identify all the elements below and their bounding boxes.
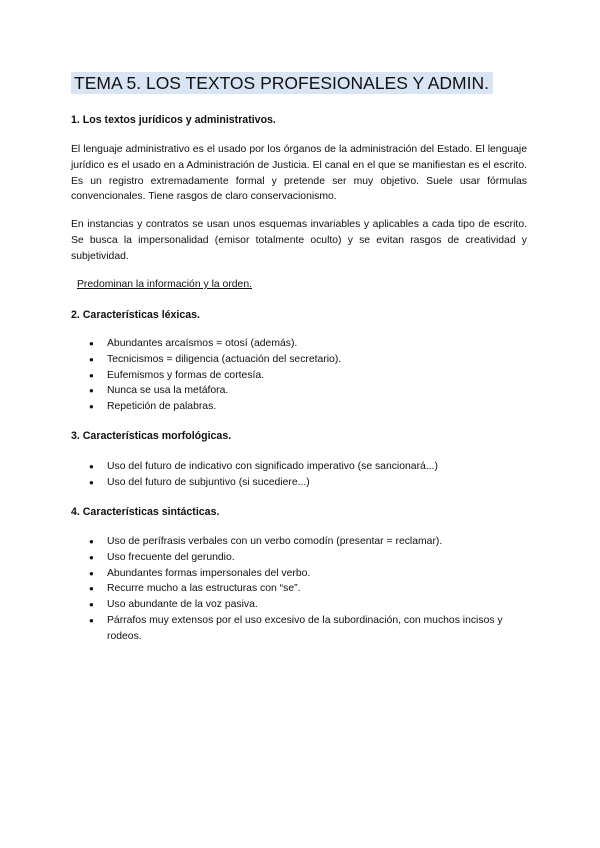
list-item: ● Uso de perífrasis verbales con un verbo comodín (presentar = reclamar). bbox=[89, 534, 529, 550]
section-3-heading: 3. Características morfológicas. bbox=[71, 430, 232, 442]
morphological-features-list bbox=[89, 459, 529, 491]
list-item: ● Recurre mucho a las estructuras con “se”. bbox=[89, 581, 529, 597]
page-title: TEMA 5. LOS TEXTOS PROFESIONALES Y ADMIN. bbox=[71, 72, 493, 94]
list-item: ● Párrafos muy extensos por el uso excesivo de la subordinación, con muchos incisos y rodeos. bbox=[89, 613, 529, 645]
list-item: ● Tecnicismos = diligencia (actuación del secretario). bbox=[89, 352, 529, 368]
section-1-heading: 1. Los textos jurídicos y administrativos. bbox=[71, 114, 276, 126]
list-item: ● Nunca se usa la metáfora. bbox=[89, 383, 529, 399]
section-1-paragraph-1: El lenguaje administrativo es el usado por los órganos de la administración del Estado. El lenguaje jurídico es el usado en a Administración de Justicia. El canal en el que se manifiestan es el escrito. Es un registro extremadamente formal y pretende ser muy objetivo. Suele usar fórmulas convencionales. Tiene rasgos de claro conservacionismo. bbox=[71, 144, 527, 203]
list-item: ● Uso del futuro de indicativo con significado imperativo (se sancionará...) bbox=[89, 459, 529, 475]
list-item: ● Repetición de palabras. bbox=[89, 399, 529, 415]
syntactic-features-list bbox=[89, 534, 529, 645]
section-1-underlined-note: Predominan la información y la orden. bbox=[77, 279, 253, 290]
section-1-paragraph-2: En instancias y contratos se usan unos esquemas invariables y aplicables a cada tipo de escrito. Se busca la impersonalidad (emisor totalmente oculto) y se evitan rasgos de creatividad y subjetividad. bbox=[71, 219, 527, 262]
section-2-heading: 2. Características léxicas. bbox=[71, 309, 200, 321]
list-item: ● Abundantes arcaísmos = otosí (además). bbox=[89, 336, 529, 352]
section-4-heading: 4. Características sintácticas. bbox=[71, 506, 220, 518]
list-item: ● Eufemismos y formas de cortesía. bbox=[89, 368, 529, 384]
lexical-features-list bbox=[89, 336, 529, 415]
list-item: ● Uso frecuente del gerundio. bbox=[89, 550, 529, 566]
list-item: ● Uso del futuro de subjuntivo (si sucediere...) bbox=[89, 475, 529, 491]
list-item: ● Abundantes formas impersonales del verbo. bbox=[89, 566, 529, 582]
list-item: ● Uso abundante de la voz pasiva. bbox=[89, 597, 529, 613]
